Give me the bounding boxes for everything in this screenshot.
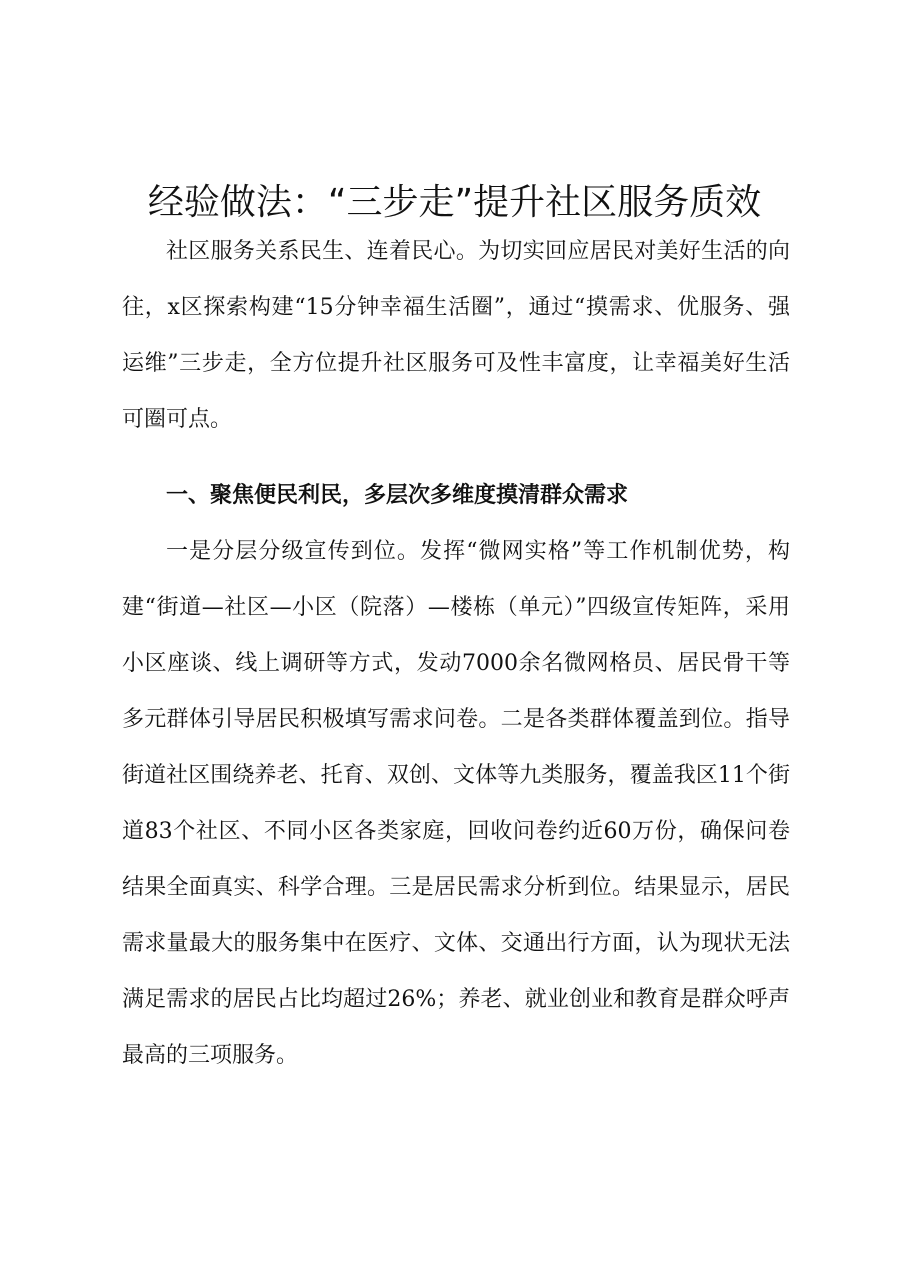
document-title: 经验做法：“三步走”提升社区服务质效 — [147, 182, 762, 224]
intro-paragraph: 社区服务关系民生、连着民心。为切实回应居民对美好生活的向往，x区探索构建“15分钟幸福生活圈”，通过“摸需求、优服务、强运维”三步走，全方位提升社区服务可及性丰富度，让幸福美好生活可圈可点。 — [122, 239, 790, 432]
section-paragraph: 一是分层分级宣传到位。发挥“微网实格”等工作机制优势，构建“街道—社区—小区（院落）—楼栋（单元）”四级宣传矩阵，采用小区座谈、线上调研等方式，发动7000余名微网格员、居民骨干等多元群体引导居民积极填写需求问卷。二是各类群体覆盖到位。指导街道社区围绕养老、托育、双创、文体等九类服务，覆盖我区11个街道83个社区、不同小区各类家庭，回收问卷约近60万份，确保问卷结果全面真实、科学合理。三是居民需求分析到位。结果显示，居民需求量最大的服务集中在医疗、文体、交通出行方面，认为现状无法满足需求的居民占比均超过26%；养老、就业创业和教育是群众呼声最高的三项服务。 — [122, 539, 790, 1068]
section-heading: 一、聚焦便民利民，多层次多维度摸清群众需求 — [166, 483, 629, 508]
